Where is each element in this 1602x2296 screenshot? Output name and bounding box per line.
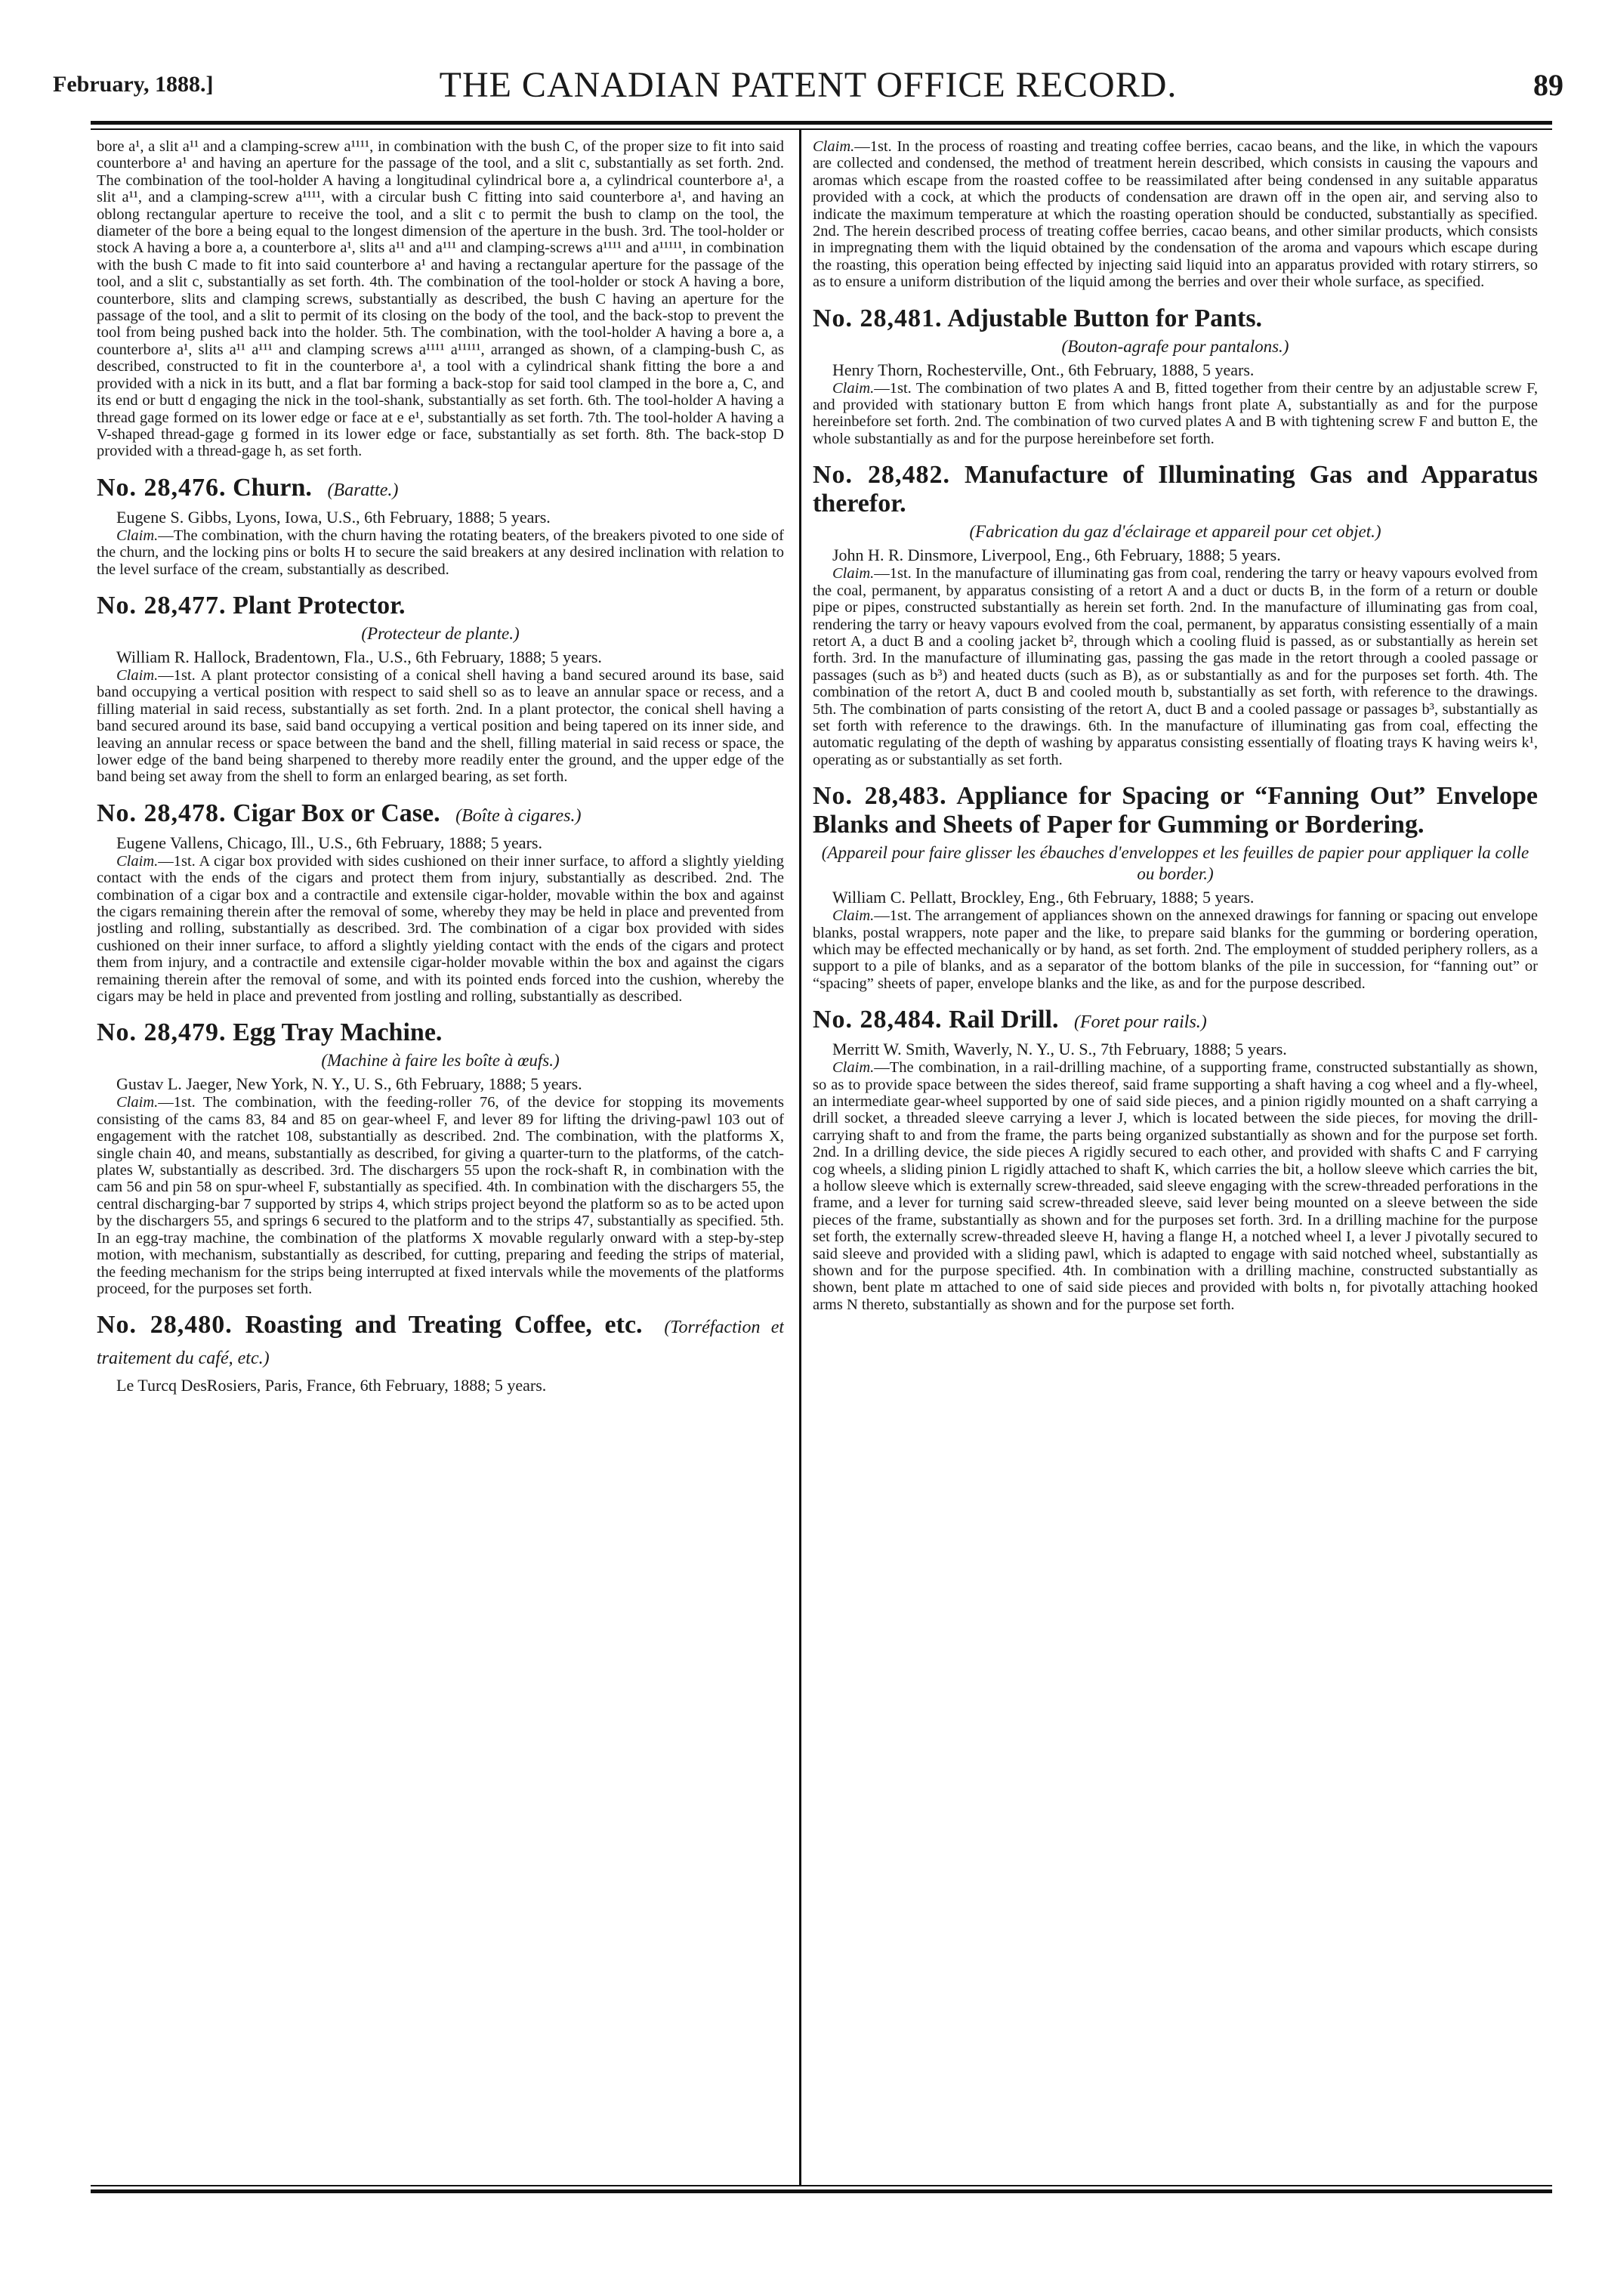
entry-heading [97,592,784,620]
continued-claims-text [813,138,1538,291]
claim-body: —1st. The arrangement of appliances shown on the annexed drawings for fanning or spacing out envelope blanks, postal wrappers, note paper and the like, to prepare said blanks for the gumming or bordering operation, which may be effected mechanically or by hand, as set forth. 2nd. The employment of studded periphery rollers, as a support to a pile of blanks, and as a separator of the bottom blanks of the pile in succession, for “fanning out” or “spacing” sheets of paper, envelope blanks and the like, as and for the purpose described. [813,907,1538,992]
patent-entry-28479 [97,1018,784,1297]
claim-label: Claim. [116,852,159,870]
patent-number: No. 28,484. [813,1006,943,1034]
claim-body: —1st. The combination of two plates A and B, fitted together from their centre by an adjustable screw F, and provided with stationary button E from which hangs front plate A, substantially as and for the purpose hereinbefore set forth. 2nd. The combination of two curved plates A and B with tightening screw F and button E, the whole substantially as and for the purpose hereinbefore set forth. [813,379,1538,447]
french-title: (Bouton-agrafe pour pantalons.) [1061,336,1289,356]
patent-number: No. 28,481. [813,304,943,332]
patent-title: Egg Tray Machine. [233,1018,443,1047]
inventor-line: Le Turcq DesRosiers, Paris, France, 6th February, 1888; 5 years. [116,1376,547,1395]
entry-heading [813,1006,1538,1037]
patent-number: No. 28,483. [813,782,947,811]
continued-claims-text: bore a¹, a slit a¹¹ and a clamping-screw a¹¹¹¹, in combination with the bush C, of the proper size to fit into said counterbore a¹ and having an aperture for the passage of the tool, and a slit c, substantially as set forth. 2nd. The combination of the tool-holder A having a longitudinal cylindrical bore a, a cylindrical counterbore a¹, a slit a¹¹, and a clamping-screw a¹¹¹¹, with a circular bush C fitting into said counterbore a¹, and having an oblong rectangular aperture to receive the tool, and a slit c to permit the bush to clamp on the tool, the diameter of the bore a being equal to the longest dimension of the aperture in the bush. 3rd. The tool-holder or stock A having a bore a, a counterbore a¹, slits a¹¹ and a¹¹¹ and clamping-screws a¹¹¹¹ and a¹¹¹¹¹, in combination with the bush C made to fit into said counterbore a¹ and having a rectangular aperture for the passage of the tool, and a slit c, substantially as set forth. 4th. The combination of the tool-holder or stock A having a bore, counterbore, slits and clamping screws, substantially as described, the bush C having an aperture for the passage of the tool, and a slit to permit of its closing on the body of the tool, and the back-stop to prevent the tool from being pushed back into the holder. 5th. The combination, with the tool-holder A having a bore a, a counterbore a¹, slits a¹¹ a¹¹¹ and clamping screws a¹¹¹¹ a¹¹¹¹¹, arranged as shown, of a clamping-bush C, as described, constructed to fit in the counterbore a¹, a tool with a cylindrical shank fitting the bore a and provided with a nick in its butt, and a flat bar forming a back-stop for said tool clamped in the bore a, C, and its end or butt d engaging the nick in the tool-shank, substantially as set forth. 6th. The tool-holder A having a thread gage formed on its lower edge or face at e e¹, substantially as set forth. 7th. The tool-holder A having a V-shaped thread-gage g formed in its lower edge or face, substantially as set forth. 8th. The back-stop D provided with a thread-gage h, as set forth. [97,138,784,460]
claim-body: —1st. A plant protector consisting of a conical shell having a band secured around its base, said band occupying a vertical position with respect to said shell so as to leave an annular space or recess, and a filling material in said recess, substantially as set forth. 2nd. In a plant protector, the conical shell having a band secured around its base, said band occupying a vertical position and being tapered on its inner side, and leaving an annular recess or space between the band and the shell, filling material in said recess or space, the lower edge of the band being sharpened to thereby more readily enter the ground, and the upper edge of the band being set away from the shell to form an enlarged bearing, as set forth. [97,666,784,786]
patent-entry-28483 [813,782,1538,992]
inventor-line: William R. Hallock, Bradentown, Fla., U.S., 6th February, 1888; 5 years. [116,647,602,666]
french-title: (Torréfaction et traitement du café, etc.) [97,1318,784,1369]
patent-number: No. 28,482. [813,461,950,490]
claim-text [813,907,1538,992]
claim-body: —1st. In the process of roasting and treating coffee berries, cacao beans, and the like, in which the vapours are collected and condensed, the method of treatment herein described, which consists in causing the vapours and aromas which escape from the roasted coffee to be reassimilated after being condensed in any suitable apparatus provided with a cock, at which the products of condensation are drawn off in the open air, and serving also to indicate the maximum temperature at which the roasting operation should be conducted, substantially as specified. 2nd. The herein described process of treating coffee berries, cacao beans, and other similar products, which consists in impregnating them with the liquid obtained by the condensation of the aroma and vapours which escape during the roasting, this operation being effected by injecting said liquid into an apparatus provided with rotary stirrers, so as to ensure a uniform distribution of the liquid among the berries and over their whole surface, as specified. [813,138,1538,291]
bottom-rule-thick [91,2189,1552,2193]
claim-body: —The combination, with the churn having the rotating beaters, of the breakers pivoted to one side of the churn, and the locking pins or bolts H to secure the said breakers at any desired inclination with relation to the level surface of the cream, substantially as described. [97,527,784,578]
inventor-line: Eugene Vallens, Chicago, Ill., U.S., 6th February, 1888; 5 years. [116,833,542,852]
inventor-line: John H. R. Dinsmore, Liverpool, Eng., 6th February, 1888; 5 years. [832,545,1281,565]
patent-entry-28481 [813,304,1538,448]
inventor-line: William C. Pellatt, Brockley, Eng., 6th February, 1888; 5 years. [832,888,1255,907]
patent-number: No. 28,477. [97,591,227,620]
patent-entry-28476 [97,474,784,578]
claim-body: —1st. The combination, with the feeding-roller 76, of the device for stopping its movements consisting of the cams 83, 84 and 85 on gear-wheel F, and lever 89 for lifting the driving-pawl 103 out of engagement with the ratchet 108, substantially as described. 2nd. The combination, with the platforms X, single chain 40, and means, substantially as described, for giving a quarter-turn to the platforms, of the catch-plates W, substantially as described. 3rd. The dischargers 55 upon the rock-shaft R, in combination with the cam 56 and pin 58 on spur-wheel F, substantially as specified. 4th. In combination with the dischargers 55, the central discharging-bar 7 supported by strips 4, which strips project beyond the platform so as to be acted upon by the dischargers 55, and springs 6 secured to the platform and to the strips 47, substantially as specified. 5th. In an egg-tray machine, the combination of the platforms X movable regularly onward with a step-by-step motion, with mechanism, substantially as described, for cutting, preparing and feeding the strips of material, the feeding mechanism for the strips being interrupted at fixed intervals while the movements of the platforms proceed, for the purposes set forth. [97,1094,784,1297]
claim-label: Claim. [116,1094,159,1111]
entry-heading [97,1018,784,1047]
claim-text [813,1059,1538,1313]
entry-heading [97,799,784,830]
claim-text [813,380,1538,448]
inventor-line: Henry Thorn, Rochesterville, Ont., 6th February, 1888, 5 years. [832,360,1255,379]
entry-heading [97,1311,784,1373]
claim-body: —The combination, in a rail-drilling machine, of a supporting frame, constructed substantially as shown, so as to provide space between the sides thereof, said frame supporting a shaft having a cog wheel and a fly-wheel, an intermediate gear-wheel supported by one of said side pieces, and a pinion rigidly mounted on a shaft carrying a drill socket, a threaded sleeve carrying a lever J, which is located between the side pieces, for moving the drill-carrying shaft to and from the frame, the parts being organized substantially as shown and for the purpose set forth. 2nd. In a drilling device, the side pieces A rigidly secured to each other, and provided with shafts C and F carrying cog wheels, a sliding pinion L rigidly attached to shaft K, which carries the bit, a hollow sleeve which carries the bit, a hollow sleeve which is externally screw-threaded, said sleeve engaging with the screw-threaded perforations in the frame, and a lever for turning said screw-threaded sleeve, said lever being mounted on a sleeve between the side pieces of the frame, substantially as shown and for the purposes set forth. 3rd. In a drilling machine for the purpose set forth, the externally screw-threaded sleeve H, having a flange H, a notched wheel I, a lever J pivotally secured to said sleeve and provided with a sliding pawl, which is adapted to engage with said notched wheel, substantially as shown and for the purpose specified. 4th. In combination with a drilling machine, constructed substantially as shown, bent plate m attached to one of said side pieces and provided with bolts n, for pivotally attaching hooked arms N thereto, substantially as shown and for the purpose set forth. [813,1059,1538,1313]
entry-heading [813,461,1538,518]
patent-title: Churn. [233,473,312,502]
page-number: 89 [1533,68,1563,102]
patent-title: Appliance for Spacing or “Fanning Out” Envelope Blanks and Sheets of Paper for Gumming or Bordering. [813,782,1538,839]
french-title: (Foret pour rails.) [1074,1012,1207,1033]
entry-heading [813,782,1538,839]
patent-entry-28482 [813,461,1538,768]
issue-date: February, 1888.] [53,72,214,97]
claim-text [97,1094,784,1297]
claim-label: Claim. [832,565,875,582]
patent-title: Rail Drill. [949,1006,1059,1034]
claim-label: Claim. [832,907,875,925]
claim-text [813,565,1538,768]
patent-title: Manufacture of Illuminating Gas and Apparatus therefor. [813,461,1538,518]
patent-title: Cigar Box or Case. [233,799,440,827]
claim-label: Claim. [832,1059,875,1077]
french-title: (Baratte.) [327,480,399,500]
inventor-line: Merritt W. Smith, Waverly, N. Y., U. S., 7th February, 1888; 5 years. [832,1040,1287,1059]
patent-entry-28477 [97,592,784,786]
claim-text [97,667,784,786]
french-title: (Appareil pour faire glisser les ébauches d'enveloppes et les feuilles de papier pour appliquer la colle ou border.) [821,843,1529,884]
claim-label: Claim. [832,379,875,397]
left-column [97,138,784,2178]
claim-label: Claim. [116,527,159,544]
patent-number: No. 28,480. [97,1311,233,1340]
french-title: (Protecteur de plante.) [361,623,520,643]
claim-label: Claim. [813,138,855,155]
french-title: (Fabrication du gaz d'éclairage et appareil pour cet objet.) [969,522,1381,542]
patent-entry-28478 [97,799,784,1006]
patent-entry-28480 [97,1311,784,1395]
top-rule-thin [91,128,1552,130]
bottom-rule-thin [91,2185,1552,2186]
running-head [53,64,1563,110]
claim-text [97,527,784,578]
patent-entry-28484 [813,1006,1538,1313]
claim-body: —1st. A cigar box provided with sides cushioned on their inner surface, to afford a slightly yielding contact with the ends of the cigars and protect them from injury, substantially as described. 2nd. The combination of a cigar box and a contractile and extensile cigar-holder, movable within the box and against the cigars remaining therein after the removal of some, whereby they may be held in place and prevented from jostling and rolling, substantially as described. 3rd. The combination of a cigar box provided with sides cushioned on their inner surface, to afford a slightly yielding contact with the ends of the cigars and protect them from injury, and a contractile and extensile cigar-holder movable within the box and against the cigars remaining therein after the removal of some, and with its pointed ends forced into the cushion, whereby the cigars may be held in place and prevented from jostling and rolling, substantially as described. [97,852,784,1006]
entry-heading [813,304,1538,333]
right-column [813,138,1538,2178]
claim-label: Claim. [116,666,159,684]
claim-text [97,853,784,1006]
patent-title: Roasting and Treating Coffee, etc. [245,1311,643,1340]
patent-title: Adjustable Button for Pants. [947,304,1263,332]
publication-title: THE CANADIAN PATENT OFFICE RECORD. [439,65,1178,105]
patent-number: No. 28,478. [97,799,227,827]
french-title: (Boîte à cigares.) [455,805,582,826]
top-rule-thick [91,121,1552,125]
claim-body: —1st. In the manufacture of illuminating gas from coal, rendering the tarry or heavy vapours evolved from the coal, permanent, by apparatus consisting of a retort A and a duct or ducts B, in the form of a return or double pipe or pipes, constructed substantially as herein set forth. 2nd. In the manufacture of illuminating gas from coal, rendering the tarry or heavy vapours evolved from the coal, permanent, by apparatus consisting essentially of a main retort A, a duct B and a cooling jacket b², through which a cooling fluid is passed, as or substantially as herein set forth. 3rd. In the manufacture of illuminating gas, passing the gas made in the retort through a cooled passage or passages (such as b³) and heated ducts (such as B), as or substantially as and for the purposes set forth. 4th. The combination of the retort A, duct B and cooled mouth b, substantially as set forth, with reference to the drawings. 5th. The combination of parts consisting of the retort A, duct B and a cooled passage or passages b³, substantially as set forth with reference to the drawings. 6th. In the manufacture of illuminating gas from coal, effecting the automatic regulating of the depth of washing by apparatus consisting essentially of floating trays K having weirs k¹, operating as or substantially as set forth. [813,565,1538,768]
patent-number: No. 28,476. [97,473,227,502]
patent-title: Plant Protector. [233,591,406,620]
inventor-line: Eugene S. Gibbs, Lyons, Iowa, U.S., 6th February, 1888; 5 years. [116,507,551,527]
column-divider [799,130,801,2185]
inventor-line: Gustav L. Jaeger, New York, N. Y., U. S., 6th February, 1888; 5 years. [116,1074,582,1094]
french-title: (Machine à faire les boîte à œufs.) [321,1051,560,1071]
entry-heading [97,474,784,505]
patent-number: No. 28,479. [97,1018,227,1047]
